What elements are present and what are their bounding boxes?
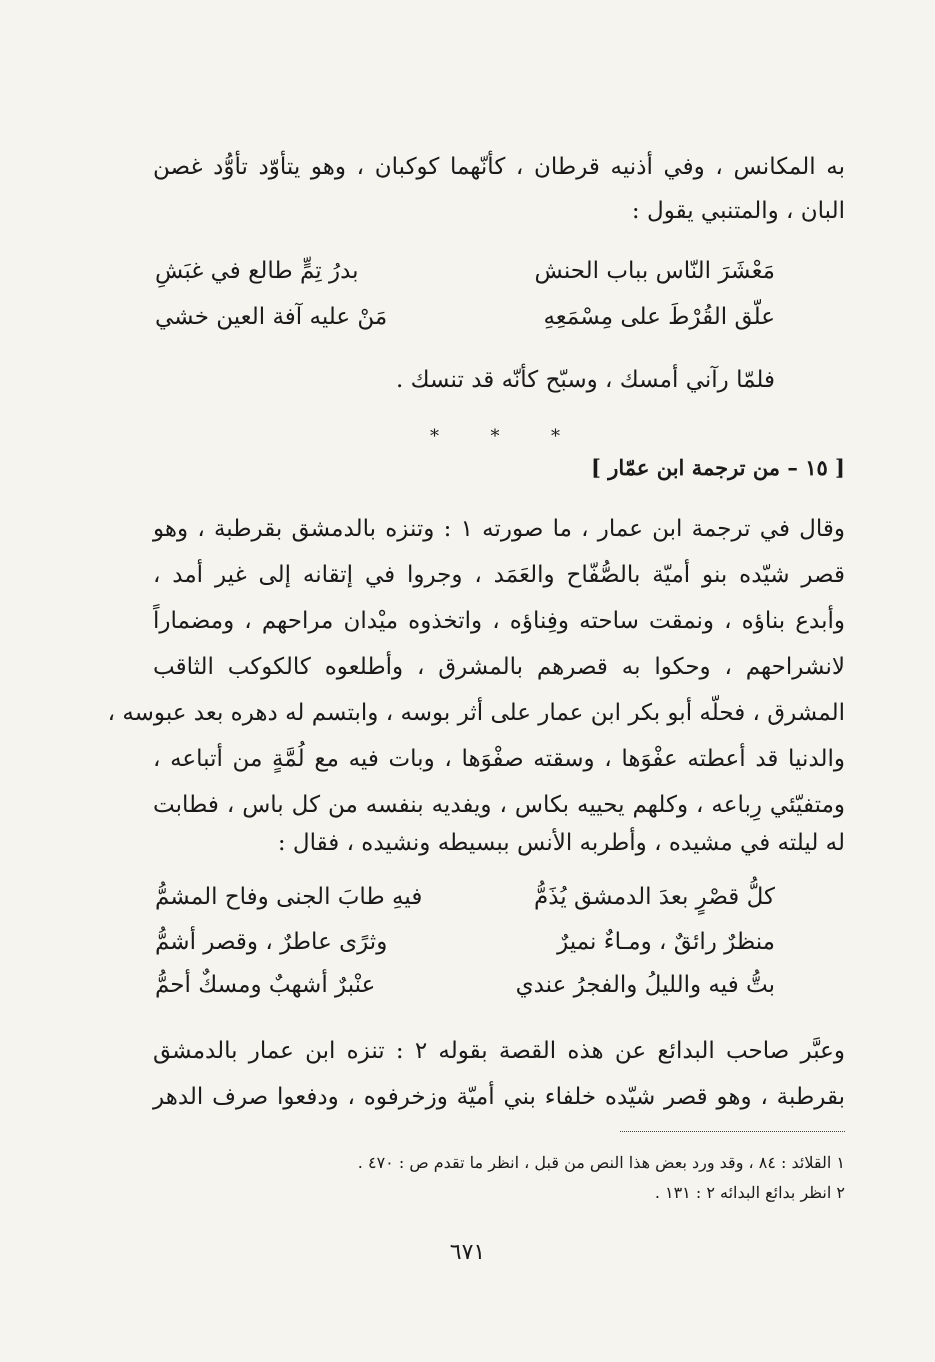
main-paragraph-line-2: قصر شيّده بنو أميّة بالصُّفّاح والعَمَد ، وجروا في إتقانه إلى غير أمد ، [153,562,845,588]
asterisk-2: * [490,426,500,447]
top-paragraph-line-1: به المكانس ، وفي أذنيه قرطان ، كأنّهما كوكبان ، وهو يتأوّد تأوُّد غصن [153,154,845,180]
verse-2-line-3-second-hemistich: عنْبرٌ أشهبٌ ومسكٌ أحمُّ [155,972,376,998]
main-paragraph-line-1: وقال في ترجمة ابن عمار ، ما صورته ١ : وتنزه بالدمشق بقرطبة ، وهو [153,516,845,542]
verse-1-line-1-first-hemistich: مَعْشَرَ النّاس بباب الحنش [534,258,775,284]
verse-2-line-2-first-hemistich: منظرٌ رائقٌ ، ومـاءٌ نميرٌ [557,929,775,955]
main-paragraph-line-6: والدنيا قد أعطته عفْوَها ، وسقته صفْوَها ، وبات فيه مع لُمَّةٍ من أتباعه ، [153,746,845,772]
footnote-1: ١ القلائد : ٨٤ ، وقد ورد بعض هذا النص من قبل ، انظر ما تقدم ص : ٤٧٠ . [357,1153,845,1172]
closing-paragraph-line-1: وعبَّر صاحب البدائع عن هذه القصة بقوله ٢ : تنزه ابن عمار بالدمشق [153,1038,845,1064]
main-paragraph-line-4: لانشراحهم ، وحكوا به قصرهم بالمشرق ، وأطلعوه كالكوكب الثاقب [153,654,845,680]
verse-2-line-1-second-hemistich: فيهِ طابَ الجنى وفاح المشمُّ [155,884,423,910]
footnote-2: ٢ انظر بدائع البدائه ٢ : ١٣١ . [654,1183,845,1202]
section-separator [430,426,560,447]
page-number: ٦٧١ [449,1240,486,1265]
main-paragraph-line-3: وأبدع بناؤه ، ونمقت ساحته وفِناؤه ، واتخذوه ميْدان مراحهم ، ومضماراً [153,608,845,634]
verse-2-line-1-first-hemistich: كلُّ قصْرٍ بعدَ الدمشق يُذَمُّ [533,884,775,910]
main-paragraph-line-5: المشرق ، فحلّه أبو بكر ابن عمار على أثر بوسه ، وابتسم له دهره بعد عبوسه ، [107,700,845,726]
verse-1-line-2-second-hemistich: مَنْ عليه آفة العين خشي [155,304,388,330]
main-paragraph-line-8: له ليلته في مشيده ، وأطربه الأنس ببسيطه ونشيده ، فقال : [277,830,845,856]
verse-2-line-2-second-hemistich: وثرًى عاطرٌ ، وقصر أشمُّ [155,929,388,955]
footnote-divider [620,1131,845,1132]
after-verse-1-line: فلمّا رآني أمسك ، وسبّح كأنّه قد تنسك . [396,367,775,393]
asterisk-3: * [551,426,560,447]
verse-1-line-1-second-hemistich: بدرُ تِمٍّ طالع في غبَشِ [155,258,359,284]
asterisk-1: * [430,426,439,447]
main-paragraph-line-7: ومتفيّئي رِباعه ، وكلهم يحييه بكاس ، ويفديه بنفسه من كل باس ، فطابت [153,792,845,818]
top-paragraph-line-2: البان ، والمتنبي يقول : [631,198,845,224]
closing-paragraph-line-2: بقرطبة ، وهو قصر شيّده خلفاء بني أميّة وزخرفوه ، ودفعوا صرف الدهر [153,1084,845,1110]
verse-2-line-3-first-hemistich: بتُّ فيه والليلُ والفجرُ عندي [515,972,775,998]
verse-1-line-2-first-hemistich: علّق القُرْطَ على مِسْمَعِهِ [543,304,775,330]
section-heading: [ ١٥ – من ترجمة ابن عمّار ] [590,455,845,480]
